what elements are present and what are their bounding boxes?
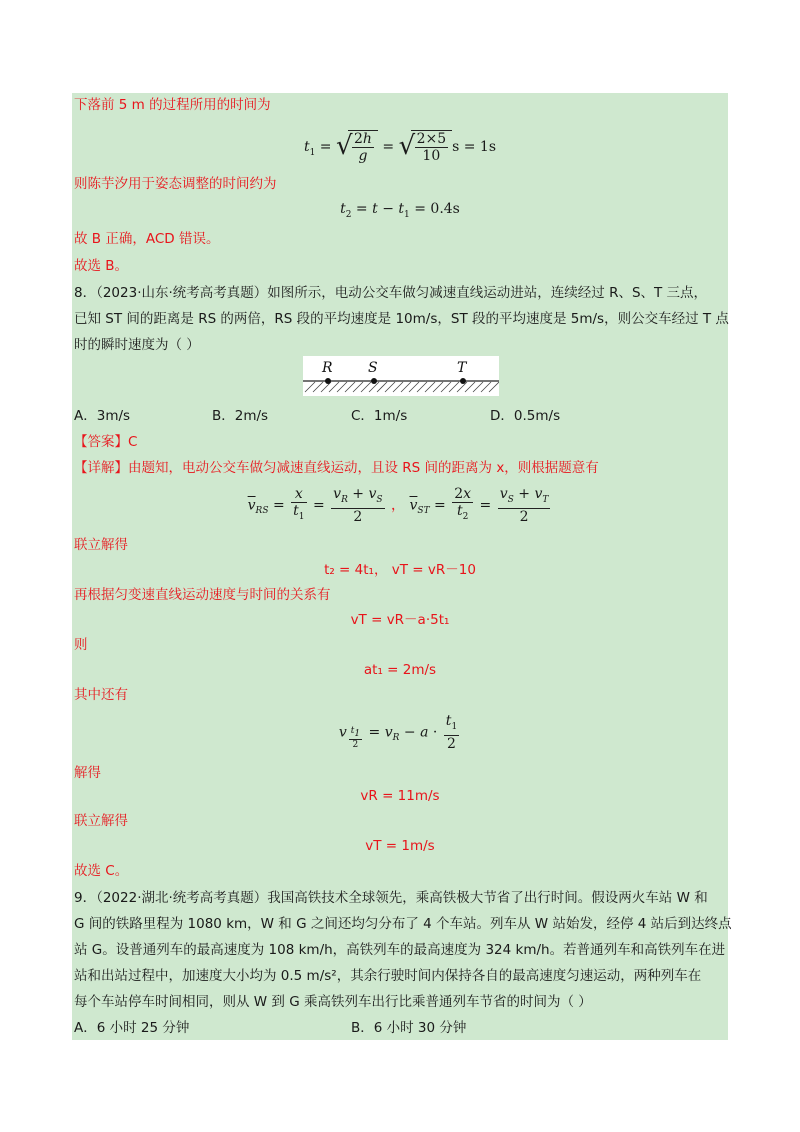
question-8-text: 已知 ST 间的距离是 RS 的两倍，RS 段的平均速度是 10m/s，ST 段的平均速度是 5m/s，则公交车经过 T 点 <box>74 311 729 327</box>
label-s: S <box>368 360 378 376</box>
option-b[interactable]: B．2m/s <box>212 408 269 424</box>
text-line: 再根据匀变速直线运动速度与时间的关系有 <box>74 587 331 603</box>
text-line: 联立解得 <box>74 813 128 829</box>
equation-vt: vT = vR－a·5t₁ <box>350 612 450 628</box>
answer-label: 【答案】C <box>74 434 138 450</box>
question-9-text: 9．（2022·湖北·统考高考真题）我国高铁技术全球领先，乘高铁极大节省了出行时间。假设两火车站 W 和 <box>74 890 708 906</box>
question-9-text: 每个车站停车时间相同，则从 W 到 G 乘高铁列车出行比乘普通列车节省的时间为（ ） <box>74 994 592 1010</box>
question-8-text: 时的瞬时速度为（ ） <box>74 337 200 353</box>
option-a[interactable]: A．6 小时 25 分钟 <box>74 1020 190 1036</box>
equation-t2: $t_2 = t - t_1 = 0.4s$ <box>340 201 460 220</box>
equation-average-velocity: $\overline{v}_{RS}$ = $\frac{x}{t_1}$ = $\frac{v_R + v_S}{2}$ ， $\overline{v}_{ST}$ = $\frac{2x}{t_2}$ = $\frac{v_S + v_T}{2}$ <box>247 486 549 525</box>
question-9-text: 站和出站过程中，加速度大小均为 0.5 m/s²，其余行驶时间内保持各自的最高速度匀速运动，两种列车在 <box>74 968 702 984</box>
equation-vr: vR = 11m/s <box>360 788 440 804</box>
point-t <box>460 378 466 384</box>
label-r: R <box>322 360 333 376</box>
point-s <box>371 378 377 384</box>
equation-v-half: v $_{\frac{t_1}{2}}$ = $v_R - a$ · $\frac{t_1}{2}$ <box>338 713 458 752</box>
equation-at: at₁ = 2m/s <box>363 662 437 678</box>
text-line: 其中还有 <box>74 687 128 703</box>
text-line: 下落前 5 m 的过程所用的时间为 <box>74 97 271 113</box>
text-line: 则陈芋汐用于姿态调整的时间约为 <box>74 176 277 192</box>
option-d[interactable]: D．0.5m/s <box>490 408 561 424</box>
text-line: 则 <box>74 637 88 653</box>
equation-vt-result: vT = 1m/s <box>365 838 435 854</box>
option-a[interactable]: A．3m/s <box>74 408 131 424</box>
option-b[interactable]: B．6 小时 30 分钟 <box>351 1020 467 1036</box>
option-c[interactable]: C．1m/s <box>351 408 408 424</box>
text-line: 解得 <box>74 765 101 781</box>
question-8-text: 8．（2023·山东·统考高考真题）如图所示，电动公交车做匀减速直线运动进站，连续经过 R、S、T 三点， <box>74 285 708 301</box>
road-figure <box>303 356 499 396</box>
question-9-text: G 间的铁路里程为 1080 km，W 和 G 之间还均匀分布了 4 个车站。列车从 W 站始发，经停 4 站后到达终点 <box>74 916 732 932</box>
detail-text: 【详解】由题知，电动公交车做匀减速直线运动，且设 RS 间的距离为 x，则根据题意有 <box>74 460 599 476</box>
text-line: 故选 B。 <box>74 258 129 274</box>
text-line: 故选 C。 <box>74 863 129 879</box>
text-line: 故 B 正确，ACD 错误。 <box>74 231 220 247</box>
equation-t1: $t_1$ = √ $\frac{2h}{g}$ = √ $\frac{2\times 5}{10}$ s = 1s <box>303 131 497 164</box>
equation-t2-relation: t₂ = 4t₁， vT = vR－10 <box>324 562 476 578</box>
text-line: 联立解得 <box>74 537 128 553</box>
label-t: T <box>457 360 467 376</box>
question-9-text: 站 G。设普通列车的最高速度为 108 km/h，高铁列车的最高速度为 324 km/h。若普通列车和高铁列车在进 <box>74 942 726 958</box>
point-r <box>325 378 331 384</box>
